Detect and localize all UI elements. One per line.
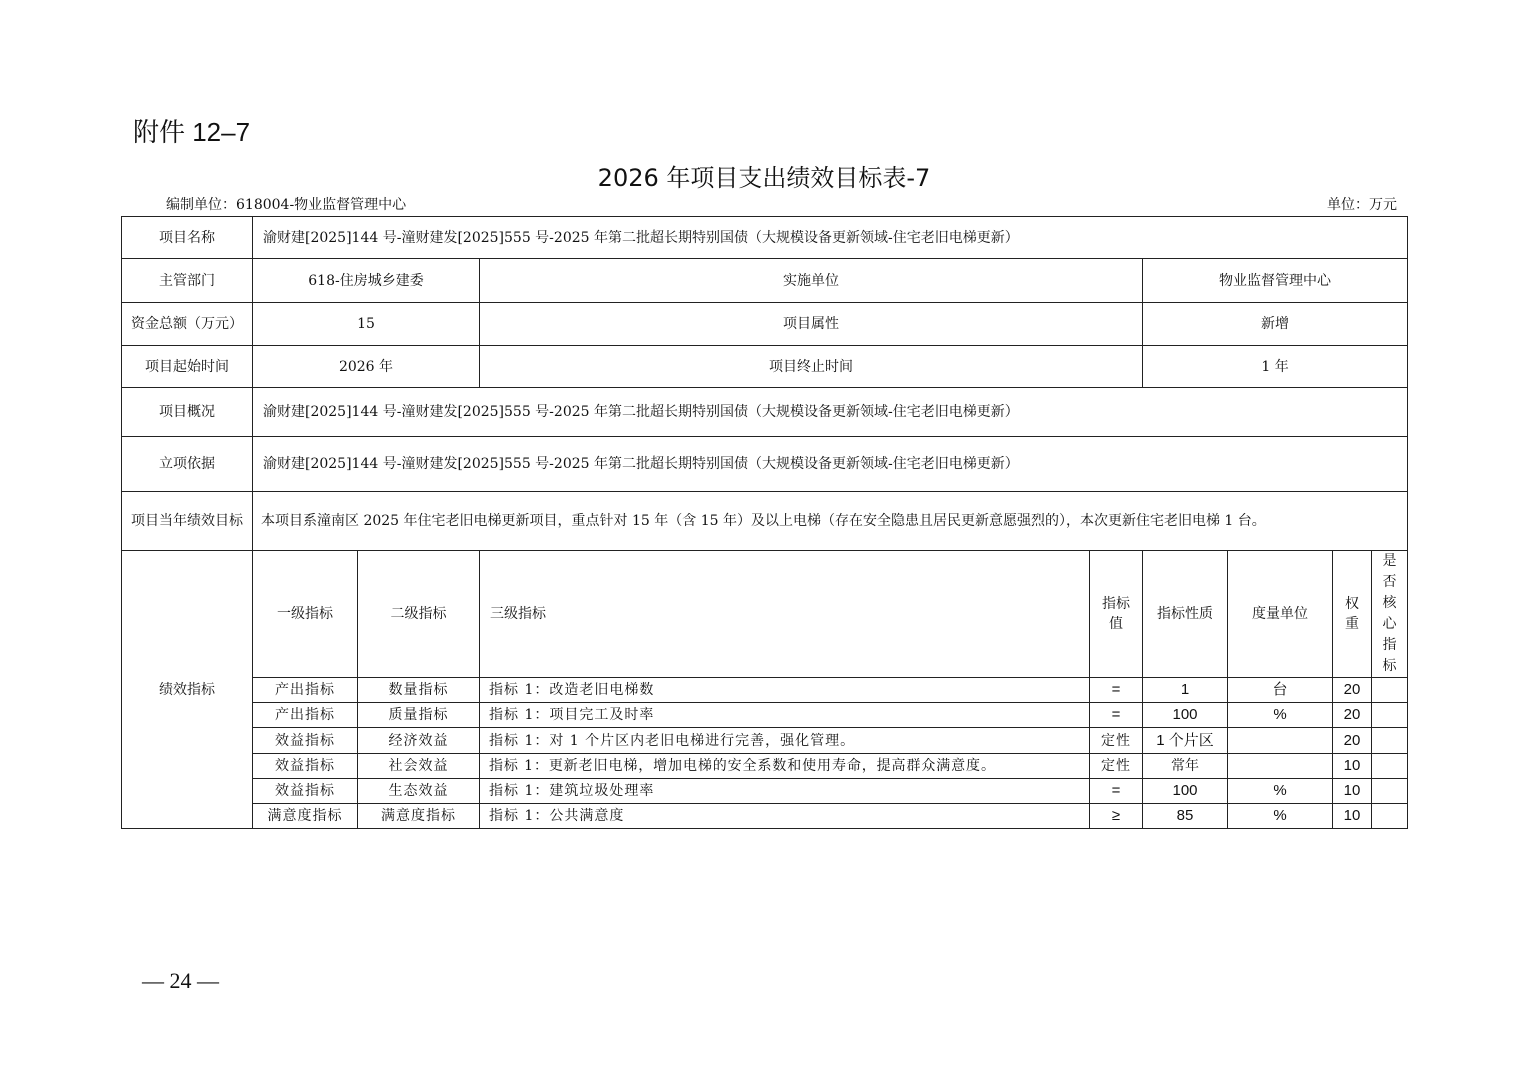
- row4-level3: 指标 1：更新老旧电梯，增加电梯的安全系数和使用寿命，提高群众满意度。: [480, 754, 1090, 779]
- table-row: [122, 804, 1408, 829]
- row5-level1: 效益指标: [253, 779, 358, 804]
- header-value: 指标值: [1090, 551, 1143, 678]
- row1-nature: 1: [1143, 678, 1228, 703]
- row6-level1: 满意度指标: [253, 804, 358, 829]
- table-row: [122, 678, 1408, 703]
- row1-core: [1372, 678, 1408, 703]
- overview-label: 项目概况: [122, 388, 253, 437]
- row-period: [122, 346, 1408, 388]
- row6-level2: 满意度指标: [358, 804, 480, 829]
- currency-unit: 单位：万元: [1327, 197, 1397, 213]
- table-row: [122, 703, 1408, 728]
- row5-level3: 指标 1：建筑垃圾处理率: [480, 779, 1090, 804]
- document-title: 2026 年项目支出绩效目标表-7: [597, 164, 931, 192]
- row3-unit: [1228, 728, 1333, 754]
- row5-level2: 生态效益: [358, 779, 480, 804]
- row4-value: 定性: [1090, 754, 1143, 779]
- basis-label: 立项依据: [122, 437, 253, 492]
- basis-value: 渝财建[2025]144 号-潼财建发[2025]555 号-2025 年第二批超长期特别国债（大规模设备更新领域-住宅老旧电梯更新）: [253, 437, 1408, 492]
- row2-nature: 100: [1143, 703, 1228, 728]
- row5-value: =: [1090, 779, 1143, 804]
- dept-value: 618-住房城乡建委: [253, 259, 480, 303]
- end-value: 1 年: [1143, 346, 1408, 388]
- row5-nature: 100: [1143, 779, 1228, 804]
- table-row: [122, 754, 1408, 779]
- row5-unit: %: [1228, 779, 1333, 804]
- header-level3: 三级指标: [480, 551, 1090, 678]
- row2-level3: 指标 1：项目完工及时率: [480, 703, 1090, 728]
- row-project-name: [122, 217, 1408, 259]
- row6-unit: %: [1228, 804, 1333, 829]
- fund-label: 资金总额（万元）: [122, 303, 253, 346]
- row2-core: [1372, 703, 1408, 728]
- row6-core: [1372, 804, 1408, 829]
- compiling-unit: 编制单位：618004-物业监督管理中心: [166, 197, 407, 213]
- indicator-header-row: [122, 551, 1408, 678]
- row4-nature: 常年: [1143, 754, 1228, 779]
- header-core: 是否核心指标: [1372, 551, 1408, 678]
- fund-value: 15: [253, 303, 480, 346]
- row-goal: [122, 492, 1408, 551]
- attr-label: 项目属性: [480, 303, 1143, 346]
- row-basis: [122, 437, 1408, 492]
- row1-weight: 20: [1333, 678, 1372, 703]
- row6-value: ≥: [1090, 804, 1143, 829]
- row2-value: =: [1090, 703, 1143, 728]
- row3-level2: 经济效益: [358, 728, 480, 754]
- row2-weight: 20: [1333, 703, 1372, 728]
- attr-value: 新增: [1143, 303, 1408, 346]
- header-nature: 指标性质: [1143, 551, 1228, 678]
- row3-level3: 指标 1：对 1 个片区内老旧电梯进行完善，强化管理。: [480, 728, 1090, 754]
- end-label: 项目终止时间: [480, 346, 1143, 388]
- row2-unit: %: [1228, 703, 1333, 728]
- row2-level1: 产出指标: [253, 703, 358, 728]
- row4-weight: 10: [1333, 754, 1372, 779]
- row2-level2: 质量指标: [358, 703, 480, 728]
- row4-level2: 社会效益: [358, 754, 480, 779]
- header-unit: 度量单位: [1228, 551, 1333, 678]
- row4-unit: [1228, 754, 1333, 779]
- row4-core: [1372, 754, 1408, 779]
- attachment-label: 附件 12–7: [133, 117, 251, 147]
- row6-weight: 10: [1333, 804, 1372, 829]
- start-value: 2026 年: [253, 346, 480, 388]
- row6-nature: 85: [1143, 804, 1228, 829]
- row6-level3: 指标 1：公共满意度: [480, 804, 1090, 829]
- performance-target-table: [121, 216, 1408, 829]
- row3-weight: 20: [1333, 728, 1372, 754]
- impl-value: 物业监督管理中心: [1143, 259, 1408, 303]
- row5-core: [1372, 779, 1408, 804]
- indicators-section-label: 绩效指标: [122, 551, 253, 829]
- project-name-label: 项目名称: [122, 217, 253, 259]
- overview-value: 渝财建[2025]144 号-潼财建发[2025]555 号-2025 年第二批超长期特别国债（大规模设备更新领域-住宅老旧电梯更新）: [253, 388, 1408, 437]
- header-level1: 一级指标: [253, 551, 358, 678]
- goal-value: 本项目系潼南区 2025 年住宅老旧电梯更新项目，重点针对 15 年（含 15 年）及以上电梯（存在安全隐患且居民更新意愿强烈的），本次更新住宅老旧电梯 1 台。: [253, 492, 1408, 551]
- row3-nature: 1 个片区: [1143, 728, 1228, 754]
- row3-core: [1372, 728, 1408, 754]
- row-overview: [122, 388, 1408, 437]
- page-number: — 24 —: [142, 968, 219, 993]
- row3-level1: 效益指标: [253, 728, 358, 754]
- goal-label: 项目当年绩效目标: [122, 492, 253, 551]
- table-row: [122, 728, 1408, 754]
- header-level2: 二级指标: [358, 551, 480, 678]
- row1-unit: 台: [1228, 678, 1333, 703]
- row1-level2: 数量指标: [358, 678, 480, 703]
- header-weight: 权重: [1333, 551, 1372, 678]
- row1-level1: 产出指标: [253, 678, 358, 703]
- start-label: 项目起始时间: [122, 346, 253, 388]
- row5-weight: 10: [1333, 779, 1372, 804]
- row4-level1: 效益指标: [253, 754, 358, 779]
- row3-value: 定性: [1090, 728, 1143, 754]
- row1-level3: 指标 1：改造老旧电梯数: [480, 678, 1090, 703]
- dept-label: 主管部门: [122, 259, 253, 303]
- row-fund: [122, 303, 1408, 346]
- impl-label: 实施单位: [480, 259, 1143, 303]
- row-department: [122, 259, 1408, 303]
- row1-value: =: [1090, 678, 1143, 703]
- project-name-value: 渝财建[2025]144 号-潼财建发[2025]555 号-2025 年第二批超长期特别国债（大规模设备更新领域-住宅老旧电梯更新）: [253, 217, 1408, 259]
- table-row: [122, 779, 1408, 804]
